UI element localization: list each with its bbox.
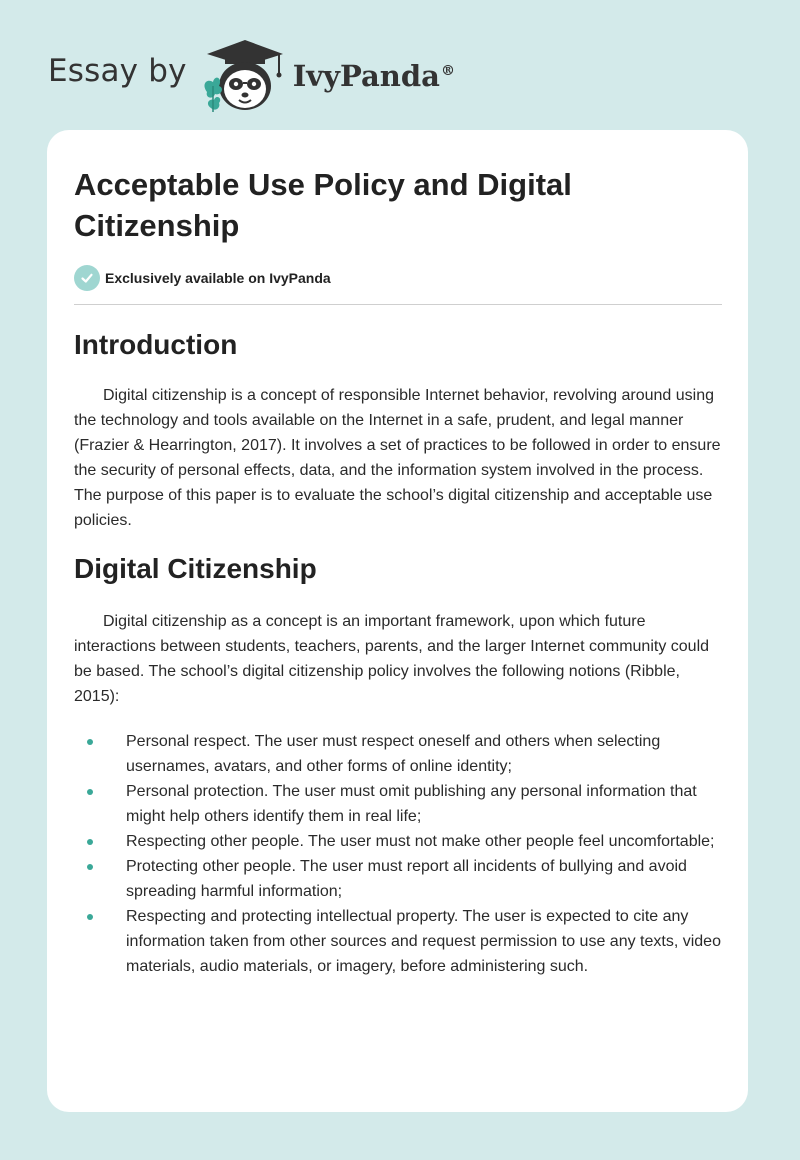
article-card (47, 130, 748, 1112)
bullet-icon (87, 839, 93, 845)
brand-name[interactable] (293, 59, 455, 93)
article-title: Acceptable Use Policy and Digital Citizenship (74, 167, 572, 243)
list-item-text: Respecting other people. The user must not make other people feel uncomfortable; (126, 833, 715, 850)
bullet-icon (87, 739, 93, 745)
registered-mark: ® (440, 63, 455, 80)
list-item-text: Personal protection. The user must omit publishing any personal information that might help others identify them in real life; (126, 783, 697, 825)
list-item (74, 779, 721, 829)
panda-logo-icon[interactable] (201, 34, 287, 114)
introduction-paragraph: Digital citizenship is a concept of responsible Internet behavior, revolving around using the technology and tools available on the Internet in a safe, prudent, and legal manner (Frazier & Hearrington, 2017). It involves a set of practices to be followed in order to ensure the security of personal effects, data, and the information system involved in the process. The purpose of this paper is to evaluate the school’s digital citizenship and acceptable use policies. (74, 387, 721, 529)
digital-citizenship-paragraph: Digital citizenship as a concept is an important framework, upon which future interactions between students, teachers, parents, and the larger Internet community could be based. The school’s digital citizenship policy involves the following notions (Ribble, 2015): (74, 613, 710, 705)
essay-by-text: Essay by (48, 53, 187, 89)
bullet-icon (87, 914, 93, 920)
brand-text: IvyPanda (292, 59, 440, 93)
bullet-icon (87, 789, 93, 795)
policy-list (74, 729, 721, 979)
section-heading-introduction: Introduction (74, 329, 238, 360)
list-item (74, 904, 721, 979)
site-header (48, 34, 455, 114)
divider (74, 304, 722, 305)
list-item-text: Personal respect. The user must respect oneself and others when selecting usernames, avatars, and other forms of online identity; (126, 733, 661, 775)
list-item-text: Respecting and protecting intellectual property. The user is expected to cite any information taken from other sources and request permission to use any texts, video materials, audio materials, or imagery, before administering such. (126, 908, 721, 975)
exclusive-badge (74, 264, 721, 292)
bullet-icon (87, 864, 93, 870)
list-item-text: Protecting other people. The user must report all incidents of bullying and avoid spreading harmful information; (126, 858, 687, 900)
check-icon (74, 265, 100, 291)
list-item (74, 729, 721, 779)
list-item (74, 854, 721, 904)
section-heading-digital-citizenship: Digital Citizenship (74, 553, 317, 584)
list-item (74, 829, 721, 854)
exclusive-label: Exclusively available on IvyPanda (105, 270, 331, 286)
